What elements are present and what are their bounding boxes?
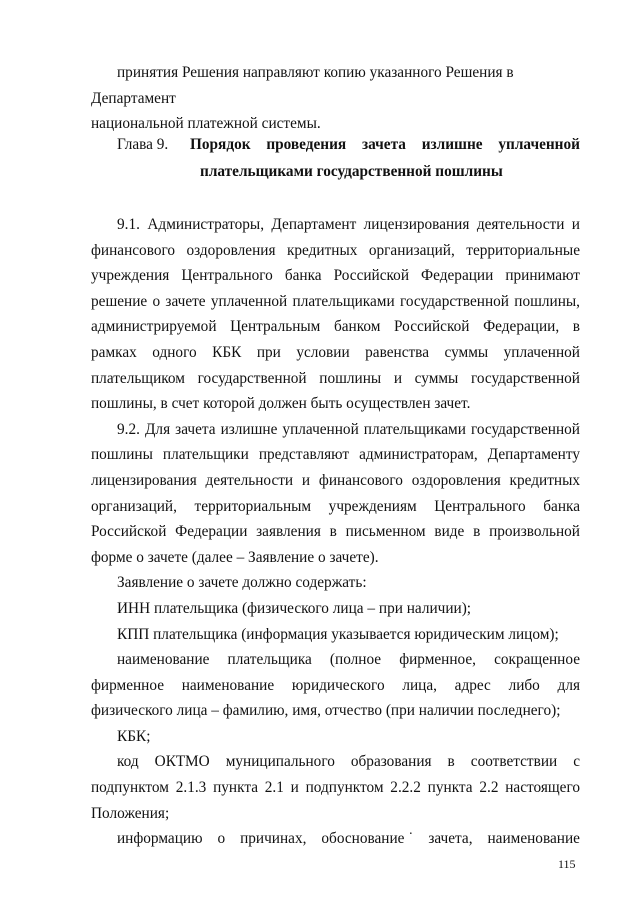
info-word: наименование [487,830,580,848]
page-number: 115 [558,857,576,871]
info-word: причинах, [240,830,307,848]
item-inn: ИНН плательщика (физического лица – при наличии); [117,599,472,617]
chapter-title-word: Порядок [190,136,251,153]
info-word: обоснование ˙ [321,830,414,848]
intro-line-2: национальной платежной системы. [91,115,321,133]
chapter-title-word: излишне [421,136,483,153]
chapter-title-line-1 [190,131,580,158]
chapter-title-word: зачета [361,136,406,153]
intro-line-1: принятия Решения направляют копию указанного Решения в Департамент [91,64,514,107]
paragraph-9-2: 9.2. Для зачета излишне уплаченной плательщиками государственной пошлины плательщики представляют администраторам, Департаменту лицензирования деятельности и финансового оздоровления кредитных организаций, территориальным учреждениям Центрального банка Российской Федерации заявления в письменном виде в произвольной форме о зачете (далее – Заявление о зачете). [91,420,580,566]
intro-paragraph [91,60,580,137]
info-word: информацию [117,830,203,848]
item-info-line [91,826,580,852]
chapter-number: Глава 9. [117,136,169,153]
info-word: о [217,830,226,848]
chapter-title-word: проведения [266,136,347,153]
body-text [91,212,580,852]
info-word: зачета, [428,830,473,848]
paragraph-9-1: 9.1. Администраторы, Департамент лицензирования деятельности и финансового оздоровления кредитных организаций, территориальные учреждения Центрального банка Российской Федерации принимают решение о зачете уплаченной плательщиками государственной пошлины, администрируемой Центральным банком Российской Федерации, в рамках одного КБК при условии равенства суммы уплаченной плательщиком государственной пошлины и суммы государственной пошлины, в счет которой должен быть осуществлен зачет. [91,216,580,413]
item-kpp: КПП плательщика (информация указывается юридическим лицом); [117,625,559,643]
item-oktmo: код ОКТМО муниципального образования в соответствии с подпунктом 2.1.3 пункта 2.1 и подпунктом 2.2.2 пункта 2.2 настоящего Положения; [91,753,580,822]
chapter-title-word: уплаченной [498,136,580,153]
item-name: наименование плательщика (полное фирменное, сокращенное фирменное наименование юридического лица, адрес либо для физического лица – фамилию, имя, отчество (при наличии последнего); [91,651,580,720]
chapter-title-line-2: плательщиками государственной пошлины [200,163,503,180]
must-contain-line: Заявление о зачете должно содержать: [117,574,367,592]
item-kbk: КБК; [117,727,151,745]
